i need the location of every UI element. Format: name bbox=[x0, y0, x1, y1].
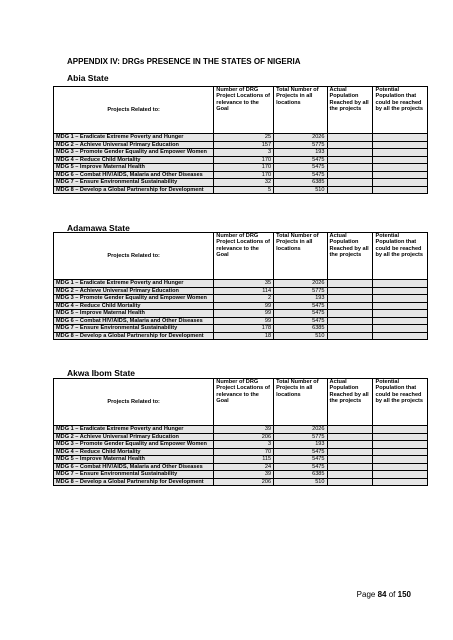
potential-population-cell bbox=[373, 179, 428, 187]
table-row bbox=[54, 317, 428, 325]
actual-population-cell bbox=[327, 295, 373, 303]
header-potential-population: Potential Population that could be reached by all the projects bbox=[373, 379, 428, 426]
header-total-projects: Total Number of Projects in all locations bbox=[274, 233, 327, 280]
potential-population-cell bbox=[373, 186, 428, 194]
potential-population-cell bbox=[373, 295, 428, 303]
table-row bbox=[54, 463, 428, 471]
actual-population-cell bbox=[327, 302, 373, 310]
drg-count-cell: 170 bbox=[214, 171, 274, 179]
total-count-cell: 5475 bbox=[274, 317, 327, 325]
header-actual-population: Actual Population Reached by all the projects bbox=[327, 233, 373, 280]
table-row bbox=[54, 302, 428, 310]
drg-table bbox=[53, 86, 428, 194]
of-word: of bbox=[388, 590, 396, 599]
actual-population-cell bbox=[327, 448, 373, 456]
potential-population-cell bbox=[373, 478, 428, 486]
table-row bbox=[54, 171, 428, 179]
potential-population-cell bbox=[373, 325, 428, 333]
goal-cell: MDG 4 – Reduce Child Mortality bbox=[54, 302, 214, 310]
total-count-cell: 5475 bbox=[274, 456, 327, 464]
goal-cell: MDG 5 – Improve Maternal Health bbox=[54, 310, 214, 318]
drg-count-cell: 170 bbox=[214, 156, 274, 164]
potential-population-cell bbox=[373, 332, 428, 340]
potential-population-cell bbox=[373, 171, 428, 179]
drg-count-cell: 2 bbox=[214, 295, 274, 303]
actual-population-cell bbox=[327, 325, 373, 333]
header-drg-locations: Number of DRG Project Locations of relevance to the Goal bbox=[214, 233, 274, 280]
potential-population-cell bbox=[373, 448, 428, 456]
potential-population-cell bbox=[373, 164, 428, 172]
drg-count-cell: 99 bbox=[214, 310, 274, 318]
appendix-heading bbox=[67, 57, 301, 66]
potential-population-cell bbox=[373, 456, 428, 464]
table-row bbox=[54, 478, 428, 486]
actual-population-cell bbox=[327, 433, 373, 441]
drg-count-cell: 39 bbox=[214, 471, 274, 479]
table-header-row bbox=[54, 87, 428, 134]
appendix-label: APPENDIX IV: bbox=[67, 57, 120, 66]
actual-population-cell bbox=[327, 141, 373, 149]
total-count-cell: 6385 bbox=[274, 179, 327, 187]
drg-count-cell: 24 bbox=[214, 463, 274, 471]
total-count-cell: 6385 bbox=[274, 471, 327, 479]
actual-population-cell bbox=[327, 179, 373, 187]
drg-count-cell: 25 bbox=[214, 134, 274, 142]
drg-count-cell: 35 bbox=[214, 280, 274, 288]
actual-population-cell bbox=[327, 426, 373, 434]
drg-count-cell: 3 bbox=[214, 441, 274, 449]
total-count-cell: 193 bbox=[274, 149, 327, 157]
goal-cell: MDG 7 – Ensure Environmental Sustainability bbox=[54, 325, 214, 333]
actual-population-cell bbox=[327, 134, 373, 142]
actual-population-cell bbox=[327, 156, 373, 164]
table-row bbox=[54, 295, 428, 303]
potential-population-cell bbox=[373, 287, 428, 295]
potential-population-cell bbox=[373, 471, 428, 479]
header-drg-locations: Number of DRG Project Locations of relevance to the Goal bbox=[214, 87, 274, 134]
header-total-projects: Total Number of Projects in all locations bbox=[274, 379, 327, 426]
total-count-cell: 6385 bbox=[274, 325, 327, 333]
table-row bbox=[54, 441, 428, 449]
actual-population-cell bbox=[327, 456, 373, 464]
drg-count-cell: 99 bbox=[214, 302, 274, 310]
table-row bbox=[54, 448, 428, 456]
total-count-cell: 193 bbox=[274, 441, 327, 449]
header-projects-related: Projects Related to: bbox=[54, 379, 214, 426]
goal-cell: MDG 3 – Promote Gender Equality and Empower Women bbox=[54, 149, 214, 157]
header-projects-related: Projects Related to: bbox=[54, 233, 214, 280]
header-potential-population: Potential Population that could be reached by all the projects bbox=[373, 87, 428, 134]
potential-population-cell bbox=[373, 310, 428, 318]
potential-population-cell bbox=[373, 317, 428, 325]
drg-count-cell: 206 bbox=[214, 478, 274, 486]
actual-population-cell bbox=[327, 149, 373, 157]
total-count-cell: 5475 bbox=[274, 310, 327, 318]
goal-cell: MDG 6 – Combat HIV/AIDS, Malaria and Other Diseases bbox=[54, 171, 214, 179]
page-word: Page bbox=[356, 590, 376, 599]
header-actual-population: Actual Population Reached by all the projects bbox=[327, 379, 373, 426]
goal-cell: MDG 5 – Improve Maternal Health bbox=[54, 456, 214, 464]
drg-count-cell: 18 bbox=[214, 332, 274, 340]
potential-population-cell bbox=[373, 141, 428, 149]
drg-count-cell: 32 bbox=[214, 179, 274, 187]
table-row bbox=[54, 134, 428, 142]
actual-population-cell bbox=[327, 478, 373, 486]
state-heading: Adamawa State bbox=[67, 223, 130, 233]
actual-population-cell bbox=[327, 317, 373, 325]
appendix-title: DRGs PRESENCE IN THE STATES OF NIGERIA bbox=[122, 57, 301, 66]
goal-cell: MDG 8 – Develop a Global Partnership for Development bbox=[54, 332, 214, 340]
potential-population-cell bbox=[373, 441, 428, 449]
goal-cell: MDG 2 – Achieve Universal Primary Education bbox=[54, 287, 214, 295]
potential-population-cell bbox=[373, 302, 428, 310]
page-footer bbox=[357, 590, 411, 599]
total-count-cell: 510 bbox=[274, 478, 327, 486]
actual-population-cell bbox=[327, 441, 373, 449]
goal-cell: MDG 6 – Combat HIV/AIDS, Malaria and Other Diseases bbox=[54, 463, 214, 471]
table-row bbox=[54, 156, 428, 164]
potential-population-cell bbox=[373, 280, 428, 288]
table-row bbox=[54, 426, 428, 434]
actual-population-cell bbox=[327, 471, 373, 479]
goal-cell: MDG 3 – Promote Gender Equality and Empower Women bbox=[54, 295, 214, 303]
total-count-cell: 5475 bbox=[274, 302, 327, 310]
total-count-cell: 2026 bbox=[274, 134, 327, 142]
actual-population-cell bbox=[327, 310, 373, 318]
table-row bbox=[54, 179, 428, 187]
goal-cell: MDG 6 – Combat HIV/AIDS, Malaria and Other Diseases bbox=[54, 317, 214, 325]
total-count-cell: 5475 bbox=[274, 164, 327, 172]
actual-population-cell bbox=[327, 164, 373, 172]
goal-cell: MDG 1 – Eradicate Extreme Poverty and Hunger bbox=[54, 134, 214, 142]
table-header-row bbox=[54, 379, 428, 426]
table-row bbox=[54, 471, 428, 479]
drg-count-cell: 3 bbox=[214, 149, 274, 157]
state-heading: Abia State bbox=[67, 73, 109, 83]
header-potential-population: Potential Population that could be reached by all the projects bbox=[373, 233, 428, 280]
header-drg-locations: Number of DRG Project Locations of relevance to the Goal bbox=[214, 379, 274, 426]
goal-cell: MDG 1 – Eradicate Extreme Poverty and Hunger bbox=[54, 426, 214, 434]
potential-population-cell bbox=[373, 156, 428, 164]
drg-table bbox=[53, 232, 428, 340]
actual-population-cell bbox=[327, 332, 373, 340]
drg-count-cell: 114 bbox=[214, 287, 274, 295]
actual-population-cell bbox=[327, 463, 373, 471]
drg-count-cell: 39 bbox=[214, 426, 274, 434]
drg-count-cell: 99 bbox=[214, 317, 274, 325]
table-row bbox=[54, 325, 428, 333]
table-row bbox=[54, 149, 428, 157]
goal-cell: MDG 8 – Develop a Global Partnership for Development bbox=[54, 478, 214, 486]
total-count-cell: 2026 bbox=[274, 280, 327, 288]
total-count-cell: 510 bbox=[274, 332, 327, 340]
drg-count-cell: 5 bbox=[214, 186, 274, 194]
total-count-cell: 5475 bbox=[274, 156, 327, 164]
potential-population-cell bbox=[373, 433, 428, 441]
drg-count-cell: 170 bbox=[214, 164, 274, 172]
drg-table bbox=[53, 378, 428, 486]
total-count-cell: 5475 bbox=[274, 171, 327, 179]
drg-count-cell: 70 bbox=[214, 448, 274, 456]
table-row bbox=[54, 280, 428, 288]
drg-count-cell: 178 bbox=[214, 325, 274, 333]
total-count-cell: 5775 bbox=[274, 141, 327, 149]
drg-count-cell: 157 bbox=[214, 141, 274, 149]
header-actual-population: Actual Population Reached by all the projects bbox=[327, 87, 373, 134]
goal-cell: MDG 7 – Ensure Environmental Sustainability bbox=[54, 471, 214, 479]
table-row bbox=[54, 310, 428, 318]
total-count-cell: 5475 bbox=[274, 448, 327, 456]
drg-count-cell: 206 bbox=[214, 433, 274, 441]
goal-cell: MDG 5 – Improve Maternal Health bbox=[54, 164, 214, 172]
actual-population-cell bbox=[327, 171, 373, 179]
header-total-projects: Total Number of Projects in all locations bbox=[274, 87, 327, 134]
table-row bbox=[54, 332, 428, 340]
drg-count-cell: 115 bbox=[214, 456, 274, 464]
goal-cell: MDG 1 – Eradicate Extreme Poverty and Hunger bbox=[54, 280, 214, 288]
table-row bbox=[54, 141, 428, 149]
goal-cell: MDG 2 – Achieve Universal Primary Education bbox=[54, 141, 214, 149]
total-count-cell: 510 bbox=[274, 186, 327, 194]
goal-cell: MDG 3 – Promote Gender Equality and Empower Women bbox=[54, 441, 214, 449]
goal-cell: MDG 2 – Achieve Universal Primary Education bbox=[54, 433, 214, 441]
potential-population-cell bbox=[373, 463, 428, 471]
goal-cell: MDG 4 – Reduce Child Mortality bbox=[54, 448, 214, 456]
table-row bbox=[54, 287, 428, 295]
total-count-cell: 5775 bbox=[274, 287, 327, 295]
total-count-cell: 5775 bbox=[274, 433, 327, 441]
table-row bbox=[54, 456, 428, 464]
goal-cell: MDG 8 – Develop a Global Partnership for Development bbox=[54, 186, 214, 194]
goal-cell: MDG 4 – Reduce Child Mortality bbox=[54, 156, 214, 164]
goal-cell: MDG 7 – Ensure Environmental Sustainability bbox=[54, 179, 214, 187]
potential-population-cell bbox=[373, 426, 428, 434]
total-pages: 150 bbox=[397, 590, 411, 599]
table-row bbox=[54, 164, 428, 172]
potential-population-cell bbox=[373, 149, 428, 157]
table-row bbox=[54, 433, 428, 441]
actual-population-cell bbox=[327, 280, 373, 288]
total-count-cell: 5475 bbox=[274, 463, 327, 471]
total-count-cell: 2026 bbox=[274, 426, 327, 434]
potential-population-cell bbox=[373, 134, 428, 142]
table-header-row bbox=[54, 233, 428, 280]
actual-population-cell bbox=[327, 186, 373, 194]
header-projects-related: Projects Related to: bbox=[54, 87, 214, 134]
actual-population-cell bbox=[327, 287, 373, 295]
page-number: 84 bbox=[377, 590, 387, 599]
table-row bbox=[54, 186, 428, 194]
total-count-cell: 193 bbox=[274, 295, 327, 303]
state-heading: Akwa Ibom State bbox=[67, 368, 136, 378]
